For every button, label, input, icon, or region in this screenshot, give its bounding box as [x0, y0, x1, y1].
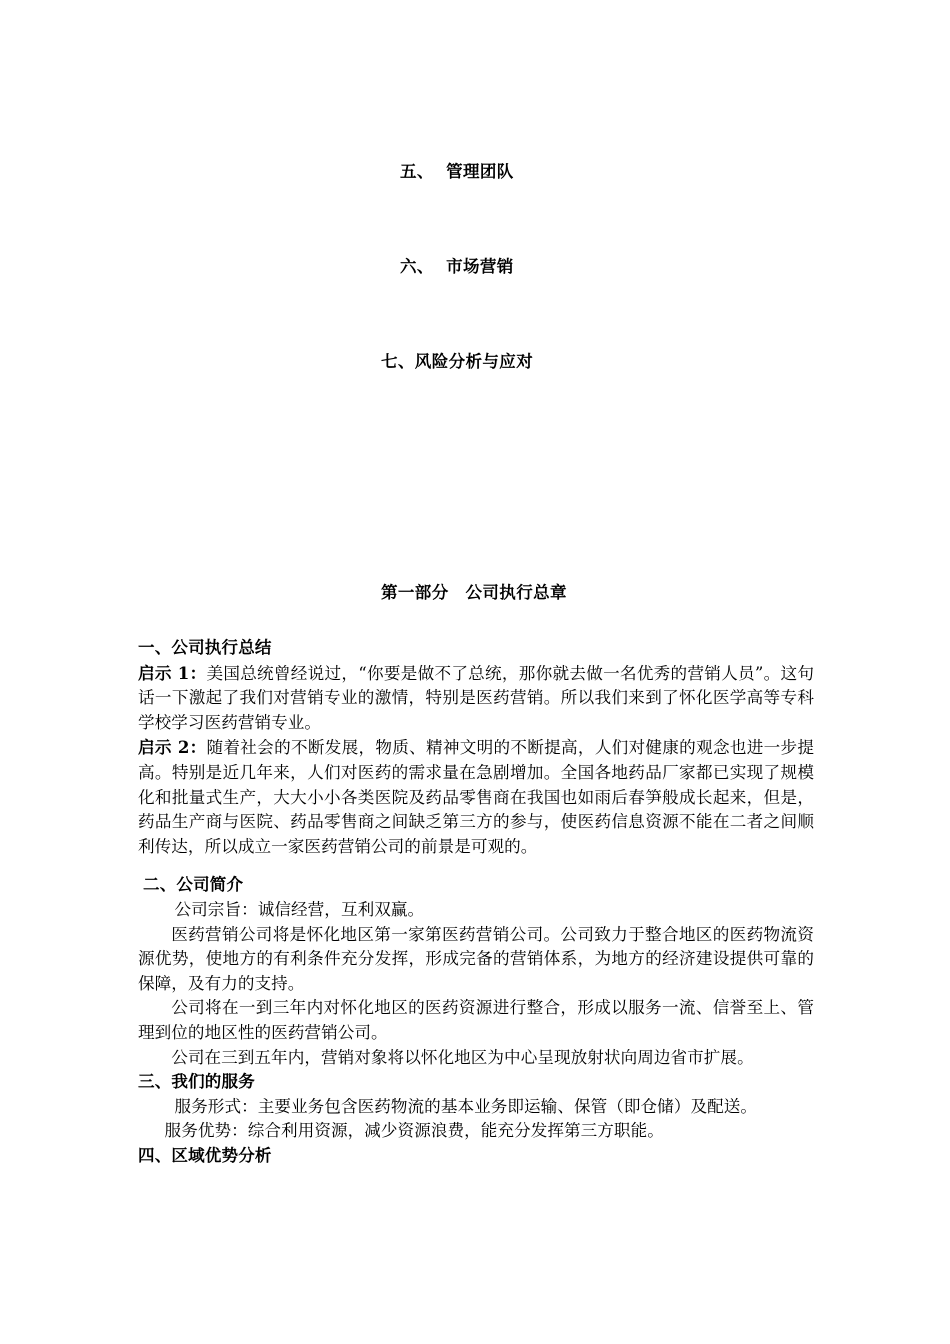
section-heading-2: 二、公司简介 — [143, 875, 244, 895]
insight-2-text: 随着社会的不断发展，物质、精神文明的不断提高，人们对健康的观念也进一步提高。特别是近几年来，人们对医药的需求量在急剧增加。全国各地药品厂家都已实现了规模化和批量式生产，大大小小各类医院及药品零售商在我国也如雨后春笋般成长起来，但是，药品生产商与医院、药品零售商之间缺乏第三方的参与，使医药信息资源不能在二者之间顺利传达，所以成立一家医药营销公司的前景是可观的。 — [138, 738, 814, 856]
section-heading-4: 四、区域优势分析 — [138, 1145, 272, 1165]
document-body — [138, 636, 814, 1168]
toc-item-management-team: 五、 管理团队 — [400, 162, 514, 181]
paragraph-three-year-plan: 公司将在一到三年内对怀化地区的医药资源进行整合，形成以服务一流、信誉至上、管理到位的地区性的医药营销公司。 — [138, 998, 814, 1042]
paragraph-insight-1 — [138, 661, 814, 736]
paragraph-five-year-plan: 公司在三到五年内，营销对象将以怀化地区为中心呈现放射状向周边省市扩展。 — [171, 1047, 754, 1067]
insight-1-label: 启示 1： — [138, 662, 207, 683]
paragraph-company-overview: 医药营销公司将是怀化地区第一家第医药营销公司。公司致力于整合地区的医药物流资源优势，使地方的有利条件充分发挥，形成完备的营销体系，为地方的经济建设提供可靠的保障，及有力的支持。 — [138, 924, 814, 993]
toc-item-marketing: 六、 市场营销 — [400, 257, 514, 276]
part-title: 第一部分 公司执行总章 — [381, 583, 567, 602]
section-heading-1: 一、公司执行总结 — [138, 638, 272, 657]
paragraph-service-advantage: 服务优势：综合利用资源，减少资源浪费，能充分发挥第三方职能。 — [164, 1121, 664, 1141]
spacer — [138, 859, 814, 873]
paragraph-company-motto: 公司宗旨：诚信经营，互利双赢。 — [174, 899, 425, 919]
insight-1-text: 美国总统曾经说过，“你要是做不了总统，那你就去做一名优秀的营销人员”。这句话一下激起了我们对营销专业的激情，特别是医药营销。所以我们来到了怀化医学高等专科学校学习医药营销专业。 — [138, 663, 814, 732]
paragraph-service-form: 服务形式：主要业务包含医药物流的基本业务即运输、保管（即仓储）及配送。 — [174, 1096, 758, 1116]
section-heading-3: 三、我们的服务 — [138, 1072, 255, 1092]
insight-2-label: 启示 2： — [138, 737, 207, 758]
toc-item-risk-analysis: 七、风险分析与应对 — [381, 352, 534, 371]
paragraph-insight-2 — [138, 735, 814, 859]
